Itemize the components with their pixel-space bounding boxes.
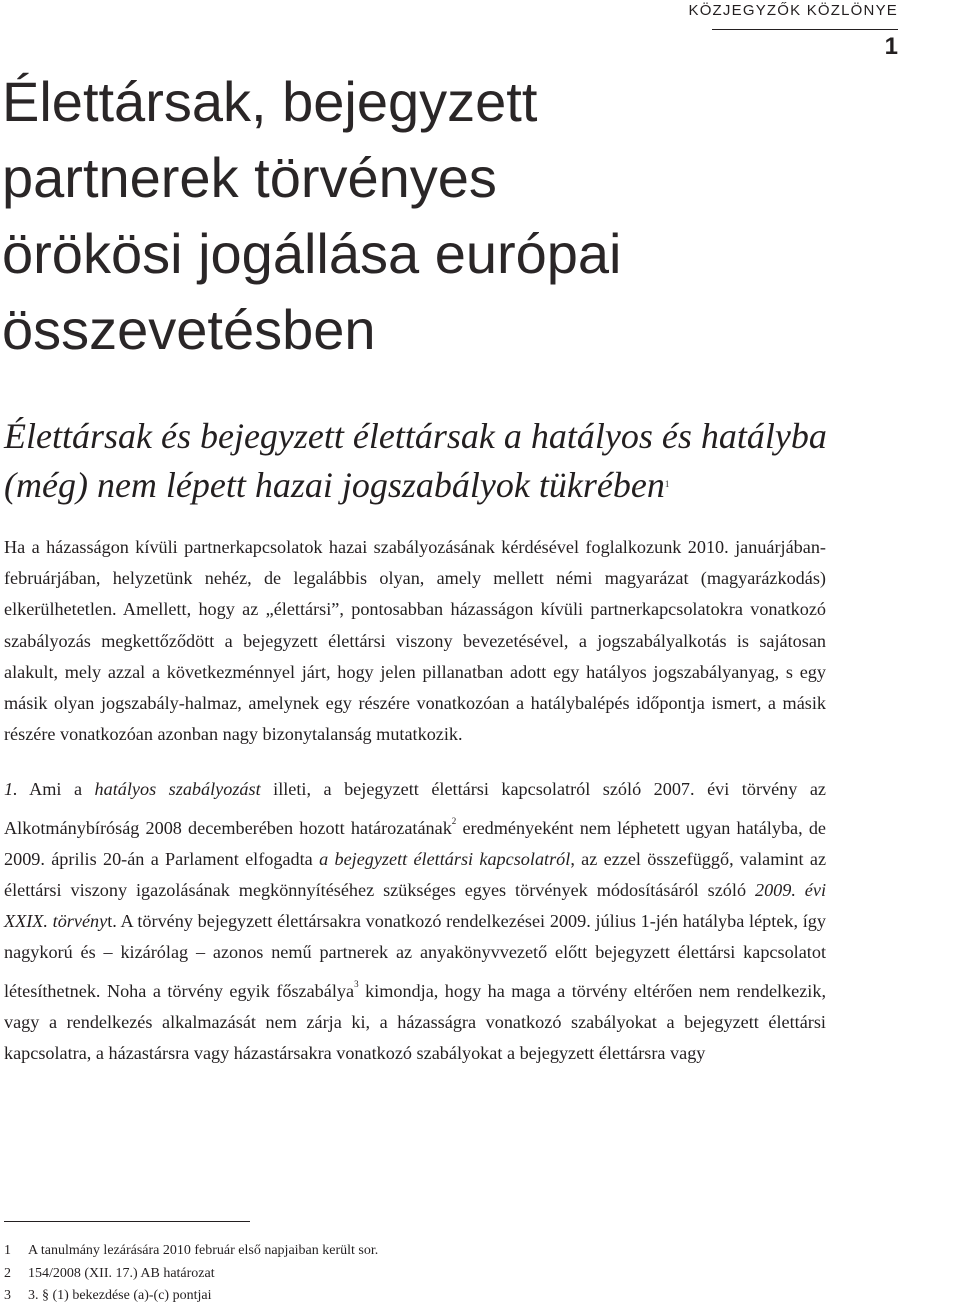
emphasis: a bejegyzett élettársi kapcsolatról xyxy=(319,848,571,869)
paragraph: Ha a házasságon kívüli partnerkapcsolatok hazai szabályozásának kérdésével foglalkozunk 2010. januárjában-februárjában, helyzetünk nehéz, de legalábbis olyan, amely mellett némi magyarázat (magyarázkodás) elkerülhetetlen. Amellett, hogy az „élettársi”, pontosabban házasságon kívüli partnerkapcsolatokra vonatkozó szabályozás megkettőződött a bejegyzett élettársi viszony bevezetésével, a jogszabályalkotás is sajátosan alakult, mely azzal a következménnyel járt, hogy jelen pillanatban adott egy hatályos jogszabályanyag, s egy másik olyan jogszabály-halmaz, amelynek egy részére vonatkozóan a hatálybalépés időpontja ismert, a másik részére vonatkozóan azonban nagy bizonytalanság mutatkozik. xyxy=(4,537,826,745)
subtitle-line: (még) nem lépett hazai jogszabályok tükrében xyxy=(4,465,665,505)
footnote-number: 1 xyxy=(4,1243,11,1258)
footnote-text: A tanulmány lezárására 2010 február első napjaiban került sor. xyxy=(28,1243,379,1258)
footnotes xyxy=(4,1240,704,1308)
paragraph xyxy=(4,774,826,1069)
article-title xyxy=(2,64,762,368)
title-line: Élettársak, bejegyzett xyxy=(2,70,538,133)
footnote xyxy=(4,1263,704,1286)
footnote xyxy=(4,1285,704,1308)
paragraph-text: Ami a xyxy=(29,779,83,800)
title-line: összevetésben xyxy=(2,298,376,361)
subtitle-line: Élettársak és bejegyzett élettársak a hatályos és hatályba xyxy=(4,416,827,456)
footnote-ref[interactable]: 1 xyxy=(664,479,670,489)
paragraph-text: eredményeként nem léphetett ugyan hatályba, de 2009. április 20-án a Parlament elfogadta xyxy=(4,817,826,869)
footnote-text: 154/2008 (XII. 17.) AB határozat xyxy=(28,1265,215,1281)
footnote-number: 3 xyxy=(4,1288,11,1303)
title-line: partnerek törvényes xyxy=(2,146,497,209)
section-number: 1. xyxy=(4,779,18,800)
paragraph-text: kimondja, hogy ha maga a törvény eltérően nem rendelkezik, vagy a rendelkezés alkalmazását nem zárja ki, a házasságra vonatkozó szabályokat a bejegyzett élettársi kapcsolatra, a házastársra vagy házastársakra vonatkozó szabályokat a bejegyzett élettársra vagy xyxy=(4,980,826,1064)
footnote-ref[interactable]: 3 xyxy=(354,978,359,989)
paragraph-text: , az ezzel összefüggő, valamint az élettársi viszony igazolásának megkönnyítéséhez szükséges egyes törvények módosításáról szóló xyxy=(4,848,827,901)
title-line: örökösi jogállása európai xyxy=(2,222,622,285)
paragraph-text: illeti, a bejegyzett élettársi kapcsolatról szóló 2007. évi törvény az Alkotmánybíróság 2008 decemberében hozott határozatának xyxy=(4,779,826,838)
emphasis: hatályos szabályozást xyxy=(94,779,261,800)
paragraph-text: t. A törvény bejegyzett élettársakra vonatkozó rendelkezései 2009. július 1-jén hatályba léptek, így nagykorú és – kizárólag – azonos nemű partnerek az anyakönyvvezető előtt bejegyzett élettársi kapcsolatot létesíthetnek. Noha a törvény egyik főszabálya xyxy=(4,911,826,1001)
footnote-text: 3. § (1) bekezdése (a)-(c) pontjai xyxy=(28,1288,212,1303)
article-body xyxy=(4,532,826,1069)
footnote-rule xyxy=(4,1221,250,1222)
header-rule xyxy=(712,29,898,30)
page-number: 1 xyxy=(884,33,898,60)
article-subtitle xyxy=(4,412,864,509)
footnote-number: 2 xyxy=(4,1265,11,1281)
running-title: KÖZJEGYZŐK KÖZLÖNYE xyxy=(688,2,898,19)
footnote-ref[interactable]: 2 xyxy=(451,815,457,826)
emphasis: 2009. évi XXIX. törvény xyxy=(4,880,827,932)
footnote xyxy=(4,1240,704,1263)
